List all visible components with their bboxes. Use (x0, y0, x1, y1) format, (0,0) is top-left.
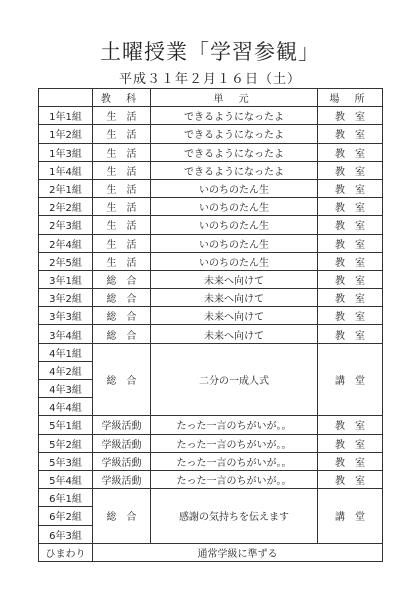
event-date: 平成３１年２月１６日（土） (118, 72, 301, 87)
cell-subject: 総 合 (93, 270, 151, 288)
cell-subject: 学級活動 (93, 416, 151, 434)
table-row (39, 289, 383, 307)
cell-unit: いのちのたん生 (151, 198, 318, 216)
cell-unit: 未来へ向けて (151, 325, 318, 343)
cell-place: 教 室 (318, 161, 383, 179)
cell-subject: 総 合 (93, 325, 151, 343)
cell-class: 2年4組 (39, 234, 93, 252)
cell-class: 1年1組 (39, 107, 93, 125)
table-row (39, 161, 383, 179)
table-row (39, 416, 383, 434)
cell-class: 5年2組 (39, 434, 93, 452)
cell-unit: できるようになったよ (151, 161, 318, 179)
cell-unit: 未来へ向けて (151, 289, 318, 307)
cell-class: 3年1組 (39, 270, 93, 288)
cell-place: 教 室 (318, 307, 383, 325)
cell-subject: 生 活 (93, 125, 151, 143)
table-row (39, 470, 383, 488)
cell-place: 教 室 (318, 470, 383, 488)
cell-subject: 学級活動 (93, 434, 151, 452)
table-row (39, 179, 383, 197)
cell-class: ひまわり (39, 543, 93, 561)
cell-place: 教 室 (318, 216, 383, 234)
cell-unit: 感謝の気持ちを伝えます (151, 489, 318, 544)
table-row (39, 216, 383, 234)
header-class (39, 89, 93, 107)
cell-subject: 学級活動 (93, 470, 151, 488)
table-row (39, 325, 383, 343)
cell-class: 6年1組 (39, 489, 93, 507)
cell-place: 教 室 (318, 198, 383, 216)
cell-subject: 総 合 (93, 343, 151, 416)
cell-class: 5年1組 (39, 416, 93, 434)
header-place: 場 所 (318, 89, 383, 107)
cell-class: 3年4組 (39, 325, 93, 343)
cell-unit: たった一言のちがいが。。 (151, 434, 318, 452)
cell-subject: 生 活 (93, 216, 151, 234)
cell-place: 教 室 (318, 289, 383, 307)
table-row (39, 143, 383, 161)
table-row (39, 270, 383, 288)
table-row (39, 125, 383, 143)
cell-unit: いのちのたん生 (151, 234, 318, 252)
cell-place: 教 室 (318, 270, 383, 288)
table-row (39, 252, 383, 270)
cell-class: 2年3組 (39, 216, 93, 234)
cell-class: 6年2組 (39, 507, 93, 525)
cell-unit: いのちのたん生 (151, 216, 318, 234)
cell-subject: 生 活 (93, 234, 151, 252)
cell-place: 教 室 (318, 107, 383, 125)
cell-unit: たった一言のちがいが。。 (151, 452, 318, 470)
table-body (39, 107, 383, 562)
cell-class: 1年2組 (39, 125, 93, 143)
table-row (39, 307, 383, 325)
cell-subject: 総 合 (93, 289, 151, 307)
table-row (39, 234, 383, 252)
cell-subject: 生 活 (93, 143, 151, 161)
table-row (39, 452, 383, 470)
header-subject: 教 科 (93, 89, 151, 107)
cell-place: 教 室 (318, 434, 383, 452)
cell-unit: 未来へ向けて (151, 307, 318, 325)
cell-place: 教 室 (318, 179, 383, 197)
cell-class: 5年4組 (39, 470, 93, 488)
cell-place: 教 室 (318, 416, 383, 434)
cell-unit: たった一言のちがいが。。 (151, 470, 318, 488)
cell-class: 4年1組 (39, 343, 93, 361)
cell-unit: 二分の一成人式 (151, 343, 318, 416)
cell-class: 1年3組 (39, 143, 93, 161)
cell-place: 教 室 (318, 143, 383, 161)
cell-unit: できるようになったよ (151, 143, 318, 161)
cell-subject: 生 活 (93, 198, 151, 216)
header-unit: 単 元 (151, 89, 318, 107)
cell-place: 教 室 (318, 325, 383, 343)
page-title: 土曜授業「学習参観」 (100, 40, 320, 64)
cell-class: 2年1組 (39, 179, 93, 197)
cell-place: 教 室 (318, 452, 383, 470)
cell-place: 講 堂 (318, 489, 383, 544)
cell-class: 3年2組 (39, 289, 93, 307)
cell-subject: 生 活 (93, 107, 151, 125)
cell-class: 4年4組 (39, 398, 93, 416)
cell-class: 3年3組 (39, 307, 93, 325)
cell-unit: たった一言のちがいが。。 (151, 416, 318, 434)
table-row (39, 489, 383, 507)
cell-class: 4年3組 (39, 380, 93, 398)
cell-place: 教 室 (318, 125, 383, 143)
cell-class: 5年3組 (39, 452, 93, 470)
cell-subject: 生 活 (93, 252, 151, 270)
cell-class: 4年2組 (39, 361, 93, 379)
cell-unit: できるようになったよ (151, 125, 318, 143)
cell-note: 通常学級に準ずる (93, 543, 383, 561)
cell-unit: いのちのたん生 (151, 252, 318, 270)
cell-subject: 生 活 (93, 161, 151, 179)
table-header-row (39, 89, 383, 107)
cell-subject: 生 活 (93, 179, 151, 197)
table-row (39, 434, 383, 452)
cell-unit: いのちのたん生 (151, 179, 318, 197)
table-row (39, 543, 383, 561)
cell-unit: できるようになったよ (151, 107, 318, 125)
schedule-table (38, 88, 383, 562)
table-row (39, 343, 383, 361)
cell-place: 教 室 (318, 252, 383, 270)
cell-class: 6年3組 (39, 525, 93, 543)
cell-class: 1年4組 (39, 161, 93, 179)
cell-subject: 学級活動 (93, 452, 151, 470)
table-row (39, 107, 383, 125)
cell-subject: 総 合 (93, 489, 151, 544)
cell-place: 講 堂 (318, 343, 383, 416)
cell-class: 2年2組 (39, 198, 93, 216)
cell-subject: 総 合 (93, 307, 151, 325)
cell-place: 教 室 (318, 234, 383, 252)
table-row (39, 198, 383, 216)
cell-class: 2年5組 (39, 252, 93, 270)
cell-unit: 未来へ向けて (151, 270, 318, 288)
